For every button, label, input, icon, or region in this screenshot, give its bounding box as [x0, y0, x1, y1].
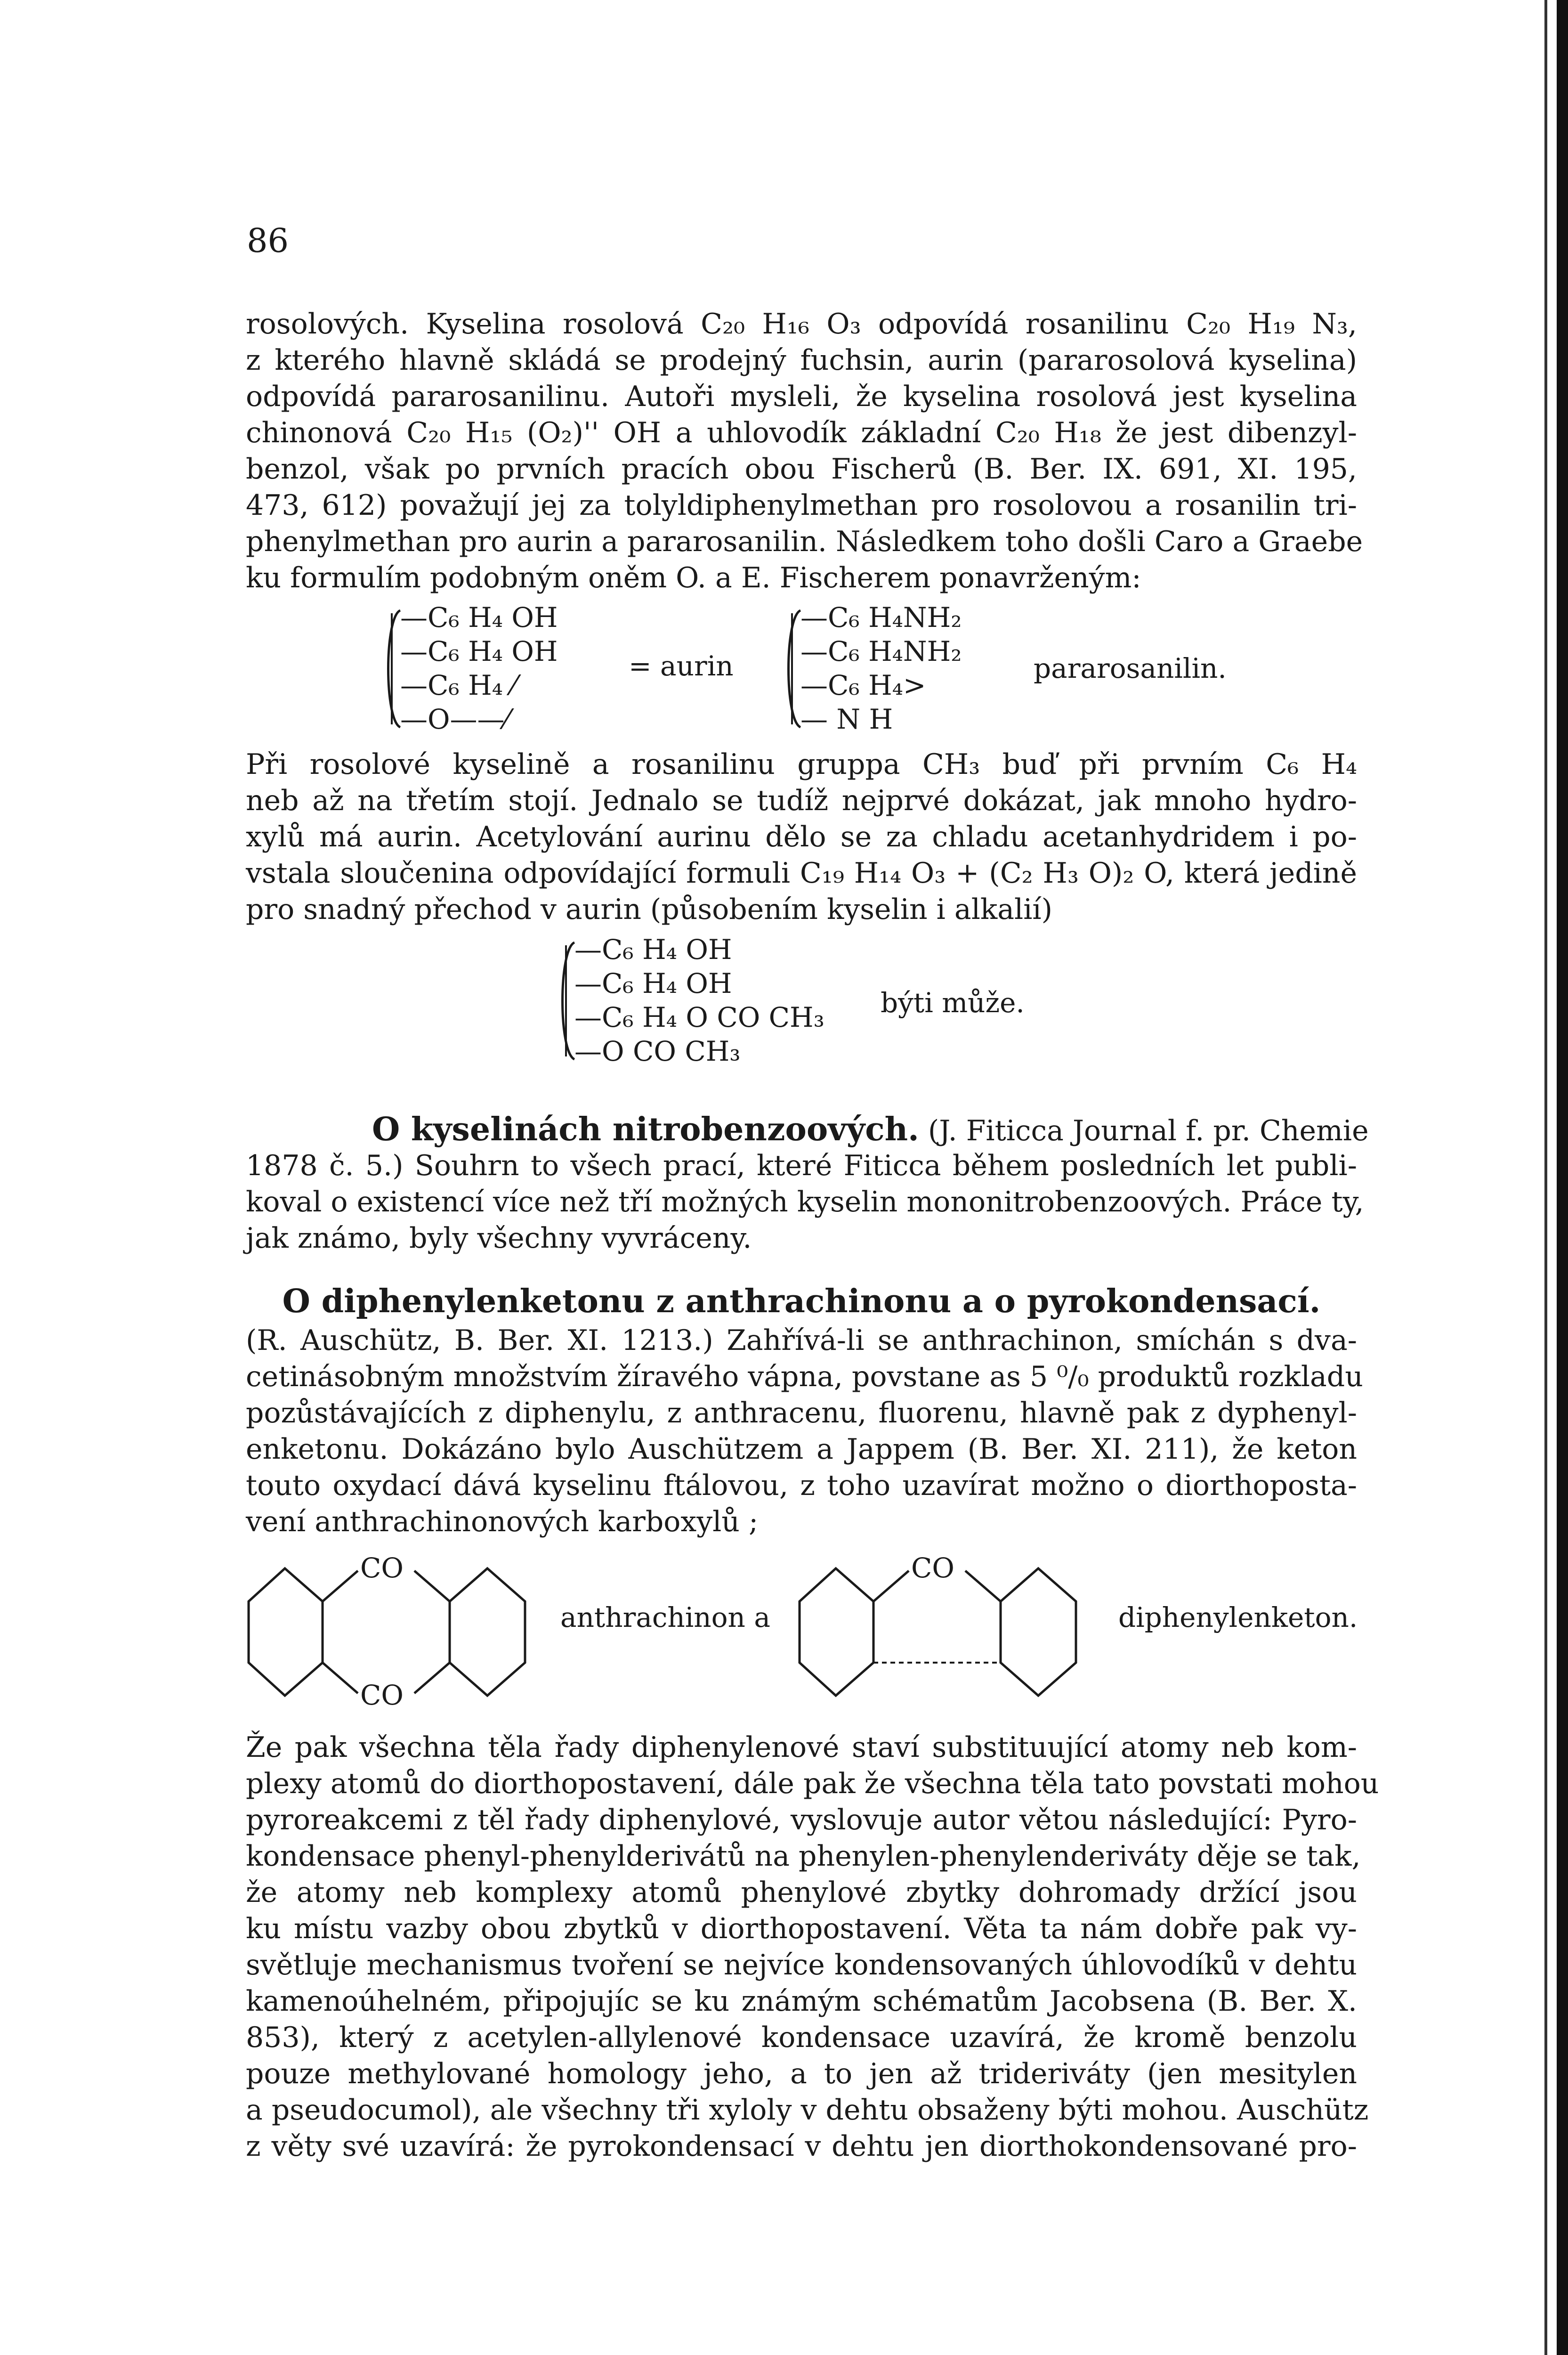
- text-line: kondensace phenyl-phenylderivátů na phenylen-phenylenderiváty děje se tak,: [246, 1840, 1361, 1873]
- text-line: pyroreakcemi z těl řady diphenylové, vyslovuje autor větou následující: Pyro-: [246, 1803, 1357, 1836]
- anthrachinon-label: anthrachinon a: [560, 1601, 770, 1633]
- text-line: vstala sloučenina odpovídající formuli C₁₉ H₁₄ O₃ + (C₂ H₃ O)₂ O, která jedině: [246, 857, 1357, 890]
- text-line: vení anthrachinonových karboxylů ;: [246, 1505, 759, 1538]
- text-line: rosolových. Kyselina rosolová C₂₀ H₁₆ O₃ odpovídá rosanilinu C₂₀ H₁₉ N₃,: [246, 308, 1357, 341]
- text-line: pro snadný přechod v aurin (působením kyselin i alkalií): [246, 893, 1052, 926]
- text-line: 473, 612) považují jej za tolyldiphenylmethan pro rosolovou a rosanilin tri-: [246, 489, 1357, 522]
- text-line: jak známo, byly všechny vyvráceny.: [246, 1222, 752, 1255]
- text-line: pozůstávajících z diphenylu, z anthracenu, fluorenu, hlavně pak z dyphenyl-: [246, 1397, 1357, 1429]
- text-line: odpovídá pararosanilinu. Autoři mysleli, že kyselina rosolová jest kyselina: [246, 380, 1357, 413]
- formula2: —C₆ H₄ OH —C₆ H₄ OH —C₆ H₄ O CO CH₃ —O CO CH₃: [574, 934, 824, 1067]
- text-line: a pseudocumol), ale všechny tři xyloly v dehtu obsaženy býti mohou. Auschütz: [246, 2094, 1369, 2127]
- formula2-label: býti může.: [881, 987, 1025, 1019]
- text-line: ku formulím podobným oněm O. a E. Fischerem ponavrženým:: [246, 561, 1141, 594]
- page-edge: [1557, 0, 1568, 2355]
- formula1-left: —C₆ H₄ OH —C₆ H₄ OH —C₆ H₄ ⁄ —O——⁄: [400, 601, 558, 735]
- text-line: phenylmethan pro aurin a pararosanilin. Následkem toho došli Caro a Graebe: [246, 525, 1363, 558]
- text-line: z kterého hlavně skládá se prodejný fuchsin, aurin (pararosolová kyselina): [246, 344, 1357, 377]
- text-line: kamenoúhelném, připojujíc se ku známým schématům Jacobsena (B. Ber. X.: [246, 1985, 1357, 2018]
- text-line: touto oxydací dává kyselinu ftálovou, z toho uzavírat možno o diorthoposta-: [246, 1469, 1357, 1502]
- page-number: 86: [247, 221, 289, 260]
- diphenylenketon-co: CO: [911, 1552, 954, 1584]
- formula1-aurin-label: = aurin: [629, 650, 734, 682]
- text-line: (R. Auschütz, B. Ber. XI. 1213.) Zahřívá-li se anthrachinon, smíchán s dva-: [246, 1324, 1357, 1357]
- section2-title: O diphenylenketonu z anthrachinonu a o pyrokondensací.: [282, 1283, 1321, 1320]
- text-line: cetinásobným množstvím žíravého vápna, povstane as 5 ⁰/₀ produktů rozkladu: [246, 1360, 1363, 1393]
- text-line: z věty své uzavírá: že pyrokondensací v dehtu jen diorthokondensované pro-: [246, 2130, 1357, 2163]
- text-line: Při rosolové kyselině a rosanilinu gruppa CH₃ buď při prvním C₆ H₄: [246, 748, 1357, 781]
- section1-line: [372, 1111, 1369, 1148]
- text-line: 1878 č. 5.) Souhrn to všech prací, které Fiticca během posledních let publi-: [246, 1149, 1357, 1182]
- section1-citation: (J. Fiticca Journal f. pr. Chemie: [928, 1114, 1369, 1147]
- text-line: plexy atomů do diorthopostavení, dále pak že všechna těla tato povstati mohou: [246, 1767, 1379, 1800]
- formula1-pararosanilin-label: pararosanilin.: [1034, 652, 1227, 684]
- text-line: světluje mechanismus tvoření se nejvíce kondensovaných úhlovodíků v dehtu: [246, 1949, 1357, 1981]
- text-line: xylů má aurin. Acetylování aurinu dělo se za chladu acetanhydridem i po-: [246, 820, 1357, 853]
- text-line: koval o existencí více než tří možných kyselin mononitrobenzoových. Práce ty,: [246, 1186, 1364, 1218]
- formula1-right: —C₆ H₄NH₂ —C₆ H₄NH₂ —C₆ H₄> — N H: [800, 601, 962, 735]
- text-line: pouze methylované homology jeho, a to jen až trideriváty (jen mesitylen: [246, 2057, 1357, 2090]
- text-line: ku místu vazby obou zbytků v diorthopostavení. Věta ta nám dobře pak vy-: [246, 1912, 1357, 1945]
- section1-title: O kyselinách nitrobenzoových.: [372, 1111, 919, 1148]
- anthrachinon-co-bottom: CO: [360, 1679, 404, 1711]
- text-line: že atomy neb komplexy atomů phenylové zbytky dohromady držící jsou: [246, 1876, 1357, 1909]
- text-line: chinonová C₂₀ H₁₅ (O₂)'' OH a uhlovodík základní C₂₀ H₁₈ že jest dibenzyl-: [246, 416, 1357, 449]
- text-line: Že pak všechna těla řady diphenylenové staví substituující atomy neb kom-: [246, 1731, 1357, 1764]
- text-line: neb až na třetím stojí. Jednalo se tudíž nejprvé dokázat, jak mnoho hydro-: [246, 784, 1357, 817]
- anthrachinon-co-top: CO: [360, 1552, 404, 1584]
- text-line: benzol, však po prvních pracích obou Fischerů (B. Ber. IX. 691, XI. 195,: [246, 453, 1357, 486]
- text-line: enketonu. Dokázáno bylo Auschützem a Jappem (B. Ber. XI. 211), že keton: [246, 1433, 1357, 1466]
- page-edge-line: [1544, 0, 1547, 2355]
- diphenylenketon-label: diphenylenketon.: [1118, 1601, 1358, 1633]
- text-line: 853), který z acetylen-allylenové kondensace uzavírá, že kromě benzolu: [246, 2021, 1357, 2054]
